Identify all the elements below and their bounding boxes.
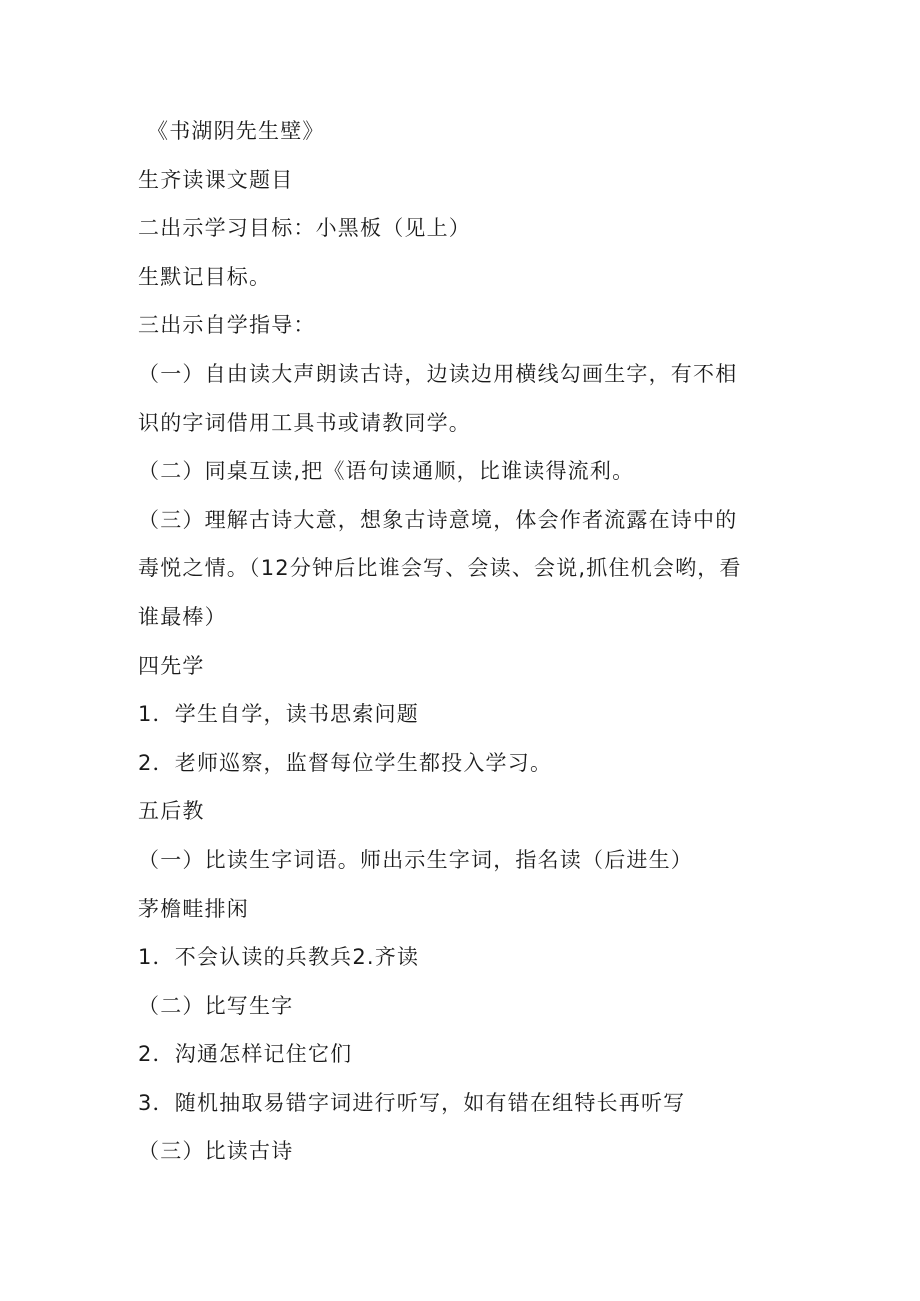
list-item: 2．老师巡察，监督每位学生都投入学习。: [138, 750, 553, 775]
text-line: 生齐读课文题目: [138, 167, 294, 192]
text-line: 谁最棒）: [138, 604, 227, 629]
document-body: [138, 107, 788, 1176]
text-line: （三）比读古诗: [138, 1139, 294, 1164]
list-item: 1．不会认读的兵教兵2.齐读: [138, 945, 420, 970]
text-line: （三）理解古诗大意，想象古诗意境，体会作者流露在诗中的: [138, 507, 738, 532]
poem-title: 《书湖阴先生壁》: [147, 119, 325, 143]
text-line: （二）同桌互读,把《语句读通顺，比谁读得流利。: [138, 459, 635, 484]
list-item: 3．随机抽取易错字词进行听写，如有错在组特长再听写: [138, 1090, 686, 1115]
text-line: 毒悦之情。（12分钟后比谁会写、会读、会说,抓住机会哟，看: [138, 556, 742, 581]
text-line: （一）比读生字词语。师出示生字词，指名读（后进生）: [138, 847, 693, 872]
text-line: 生默记目标。: [138, 264, 272, 289]
text-line: 识的字词借用工具书或请教同学。: [138, 410, 471, 435]
section-heading-3: 三出示自学指导：: [138, 313, 316, 338]
list-item: 1．学生自学，读书思索问题: [138, 702, 419, 727]
list-item: 2．沟通怎样记住它们: [138, 1042, 353, 1067]
section-heading-2: 二出示学习目标：小黑板（见上）: [138, 216, 471, 241]
section-heading-4: 四先学: [138, 653, 205, 678]
section-heading-5: 五后教: [138, 799, 205, 824]
text-line: （一）自由读大声朗读古诗，边读边用横线勾画生字，有不相: [138, 361, 738, 386]
text-line: 茅檐畦排闲: [138, 896, 249, 921]
text-line: （二）比写生字: [138, 993, 294, 1018]
